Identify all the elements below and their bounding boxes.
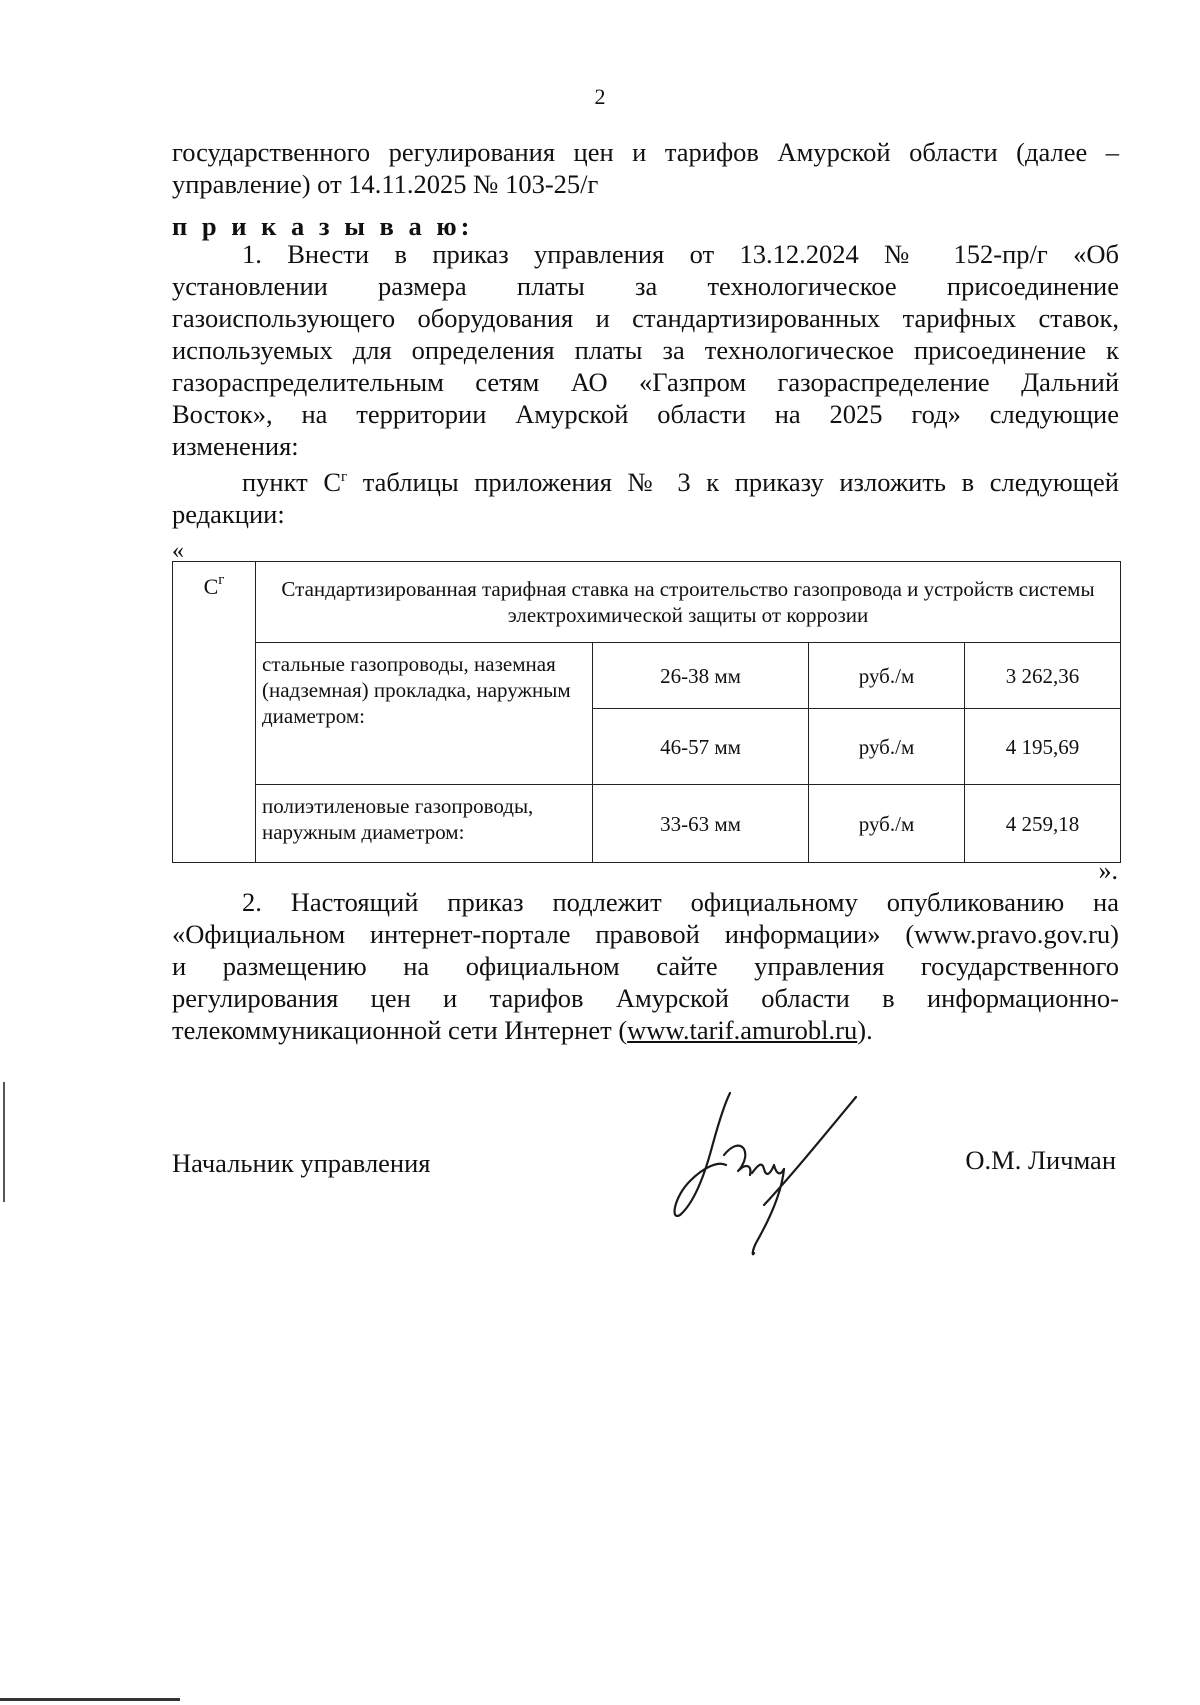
item-2-line-2: «Официальном интернет-портале правовой информации» (www.pravo.gov.ru) [172,919,1119,949]
item-2-paragraph [172,886,1119,1046]
page-number: 2 [594,84,606,109]
item-1-line-1: 1. Внести в приказ управления от 13.12.2024 № 152-пр/г «Об [242,239,1119,269]
table-header-cell: Стандартизированная тарифная ставка на строительство газопровода и устройств системы электрохимической защиты от коррозии [256,562,1121,643]
item-1-line-3: газоиспользующего оборудования и стандартизированных тарифных ставок, [172,303,1119,333]
item-1-paragraph [172,238,1119,462]
intro-paragraph [172,136,1119,200]
item-2-line-3: и размещению на официальном сайте управления государственного [172,951,1119,981]
handwritten-signature [660,1085,880,1265]
item-2-line-5 [172,1014,1119,1046]
item-2-line-1: 2. Настоящий приказ подлежит официальному опубликованию на [242,887,1119,917]
diameter-cell: 26-38 мм [593,643,809,709]
signature-stroke [753,1169,784,1254]
item-1-line-4: используемых для определения платы за технологическое присоединение к [172,335,1119,365]
table-row [173,643,1121,709]
signature-stroke [675,1093,730,1216]
quote-open: « [172,538,184,564]
item-1-line-2: установлении размера платы за технологическое присоединение [172,271,1119,301]
value-cell: 3 262,36 [965,643,1121,709]
item-1-line-7: изменения: [172,431,299,461]
tarif-site-link[interactable]: www.tarif.amurobl.ru [627,1015,858,1045]
item-1-line-5: газораспределительным сетям АО «Газпром газораспределение Дальний [172,367,1119,397]
order-word: п р и к а з ы в а ю: [172,211,474,241]
clause-line-2: редакции: [172,499,285,529]
signature-stroke [764,1097,856,1205]
table-header-row [173,562,1121,643]
signature-role: Начальник управления [172,1148,431,1178]
item-1-line-6: Восток», на территории Амурской области на 2025 год» следующие [172,399,1119,429]
item-2-line-5-prefix: телекоммуникационной сети Интернет ( [172,1015,628,1045]
signature-stroke [724,1146,750,1175]
scan-edge-mark [3,1082,5,1202]
unit-cell: руб./м [809,785,965,863]
code-cell [173,562,256,863]
clause-line-1 [172,466,1119,498]
diameter-cell: 46-57 мм [593,709,809,785]
signature-name: О.М. Личман [965,1145,1116,1175]
table-row [173,785,1121,863]
intro-line-2: управление) от 14.11.2025 № 103-25/г [172,169,599,199]
unit-cell: руб./м [809,709,965,785]
quote-close: ». [1098,856,1118,885]
intro-line-1: государственного регулирования цен и тарифов Амурской области (далее – [172,137,1119,167]
code-superscript: г [218,572,225,588]
clause-superscript: г [341,469,348,485]
steel-label-cell: стальные газопроводы, наземная (надземная) прокладка, наружным диаметром: [256,643,593,785]
value-cell: 4 259,18 [965,785,1121,863]
scan-edge-mark [0,1698,180,1701]
unit-cell: руб./м [809,643,965,709]
value-cell: 4 195,69 [965,709,1121,785]
item-2-line-5-suffix: ). [857,1015,873,1045]
code-text: С [203,574,219,599]
poly-label-cell: полиэтиленовые газопроводы, наружным диаметром: [256,785,593,863]
diameter-cell: 33-63 мм [593,785,809,863]
tariff-table [172,561,1121,863]
clause-suffix: таблицы приложения № 3 к приказу изложить в следующей [347,467,1119,497]
signature-stroke [752,1165,784,1174]
item-2-line-4: регулирования цен и тарифов Амурской области в информационно- [172,983,1119,1013]
clause-prefix: пункт С [242,467,341,497]
clause-paragraph [172,466,1119,530]
